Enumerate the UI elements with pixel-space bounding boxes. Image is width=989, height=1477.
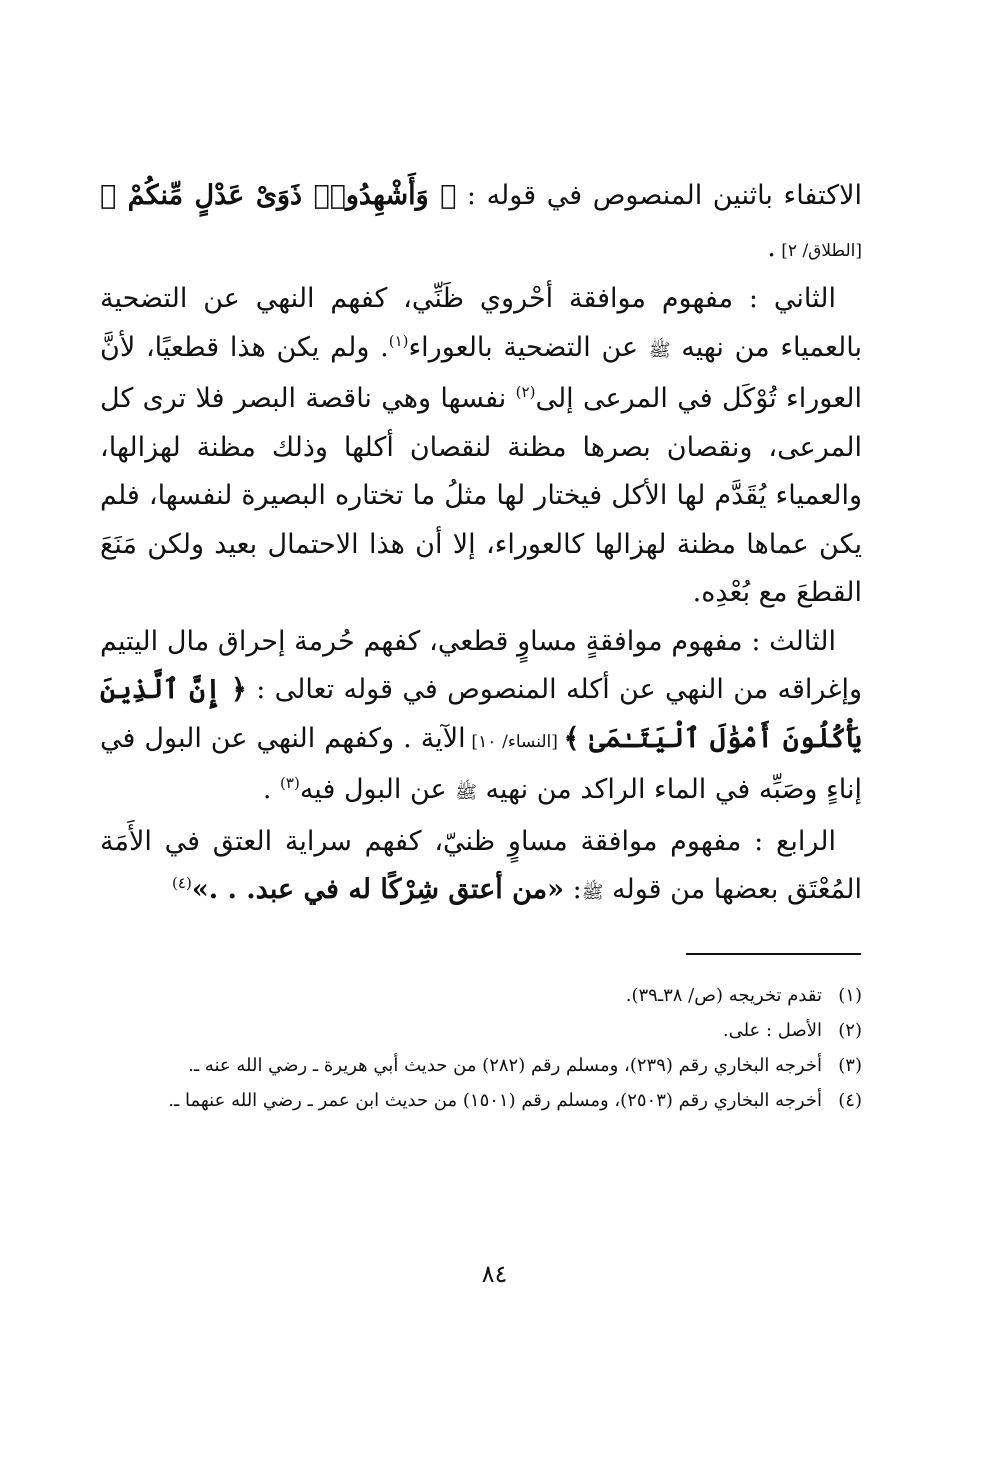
verse-reference: [النساء/ ١٠] — [465, 731, 564, 752]
honorific-glyph: ﷺ — [648, 339, 671, 361]
paragraph-text: الثاني : مفهوم موافقة أحْروي ظَنِّي، كفهم النهي عن التضحية بالعمياء من نهيه — [100, 283, 863, 363]
paragraph-text: . — [262, 774, 281, 805]
paragraph-text: الآية . وكفهم النهي عن البول في إناءٍ وصَبِّه في الماء الراكد من نهيه — [100, 722, 862, 805]
footnote-text: الأصل : على. — [722, 1020, 822, 1041]
paragraph-text: . ولم يكن هذا قطعيًا، لأنَّ العوراء تُوْكَل في المرعى إلى — [100, 331, 862, 414]
paragraph-intro-continuation — [100, 172, 862, 275]
paragraph-third — [100, 618, 862, 818]
footnote-text: أخرجه البخاري رقم (٢٣٩)، ومسلم رقم (٢٨٢) من حديث أبي هريرة ـ رضي الله عنه ـ. — [188, 1055, 822, 1076]
footnote-item — [100, 1015, 862, 1047]
footnote-number: (٣) — [838, 1055, 862, 1076]
paragraph-text: . — [767, 231, 776, 263]
footnote-item — [100, 980, 862, 1012]
paragraph-text: الاكتفاء باثنين المنصوص في قوله : — [456, 180, 862, 211]
paragraph-text: : — [564, 874, 582, 905]
quran-verse: ﴿ إِنَّ ٱلَّذِينَ يَأْكُلُونَ أَمْوَٰلَ ٱلْيَتَـٰمَىٰ ﴾ — [100, 674, 862, 754]
footnote-item — [100, 1085, 862, 1117]
footnote-marker-3[interactable]: (٣) — [280, 774, 300, 792]
quran-verse: ﴿ وَأَشْهِدُوا۟ ذَوَىْ عَدْلٍ مِّنكُمْ ﴾ — [100, 180, 457, 211]
footnotes — [100, 980, 862, 1120]
page-number: ٨٤ — [481, 1260, 508, 1288]
footnote-number: (١) — [838, 985, 862, 1006]
paragraph-text: عن البول فيه — [299, 774, 456, 805]
paragraph-second — [100, 275, 862, 618]
verse-reference: [الطلاق/ ٢] — [775, 240, 862, 261]
footnote-marker-4[interactable]: (٤) — [172, 874, 192, 892]
main-text — [100, 172, 862, 918]
paragraph-text: نفسها وهي ناقصة البصر فلا ترى كل المرعى، ونقصان بصرها مظنة لنقصان أكلها وذلك مظنة لهزالها، والعمياء يُقَدَّم لها الأكل فيختار لها مثلُ ما تختاره البصيرة لنفسها، فلم يكن عماها مظنة لهزالها كالعوراء، إلا أن هذا الاحتمال بعيد ولكن مَنَعَ القطعَ مع بُعْدِه. — [100, 383, 862, 608]
footnote-number: (٢) — [838, 1020, 862, 1041]
footnote-separator — [686, 953, 861, 955]
honorific-glyph: ﷺ — [581, 882, 604, 903]
paragraph-text: الثالث : مفهوم موافقةٍ مساوٍ قطعي، كفهم حُرمة إحراق مال اليتيم وإغراقه من النهي عن أكله المنصوص في قوله تعالى : — [100, 625, 862, 705]
footnote-text: أخرجه البخاري رقم (٢٥٠٣)، ومسلم رقم (١٥٠١) من حديث ابن عمر ـ رضي الله عنهما ـ. — [168, 1090, 822, 1111]
paragraph-fourth — [100, 818, 862, 918]
footnote-number: (٤) — [838, 1090, 862, 1111]
paragraph-text: الرابع : مفهوم موافقة مساوٍ ظنيّ، كفهم سراية العتق في الأَمَة المُعْتَق بعضها من قوله — [100, 825, 862, 905]
footnote-text: تقدم تخريجه (ص/ ٣٨ـ٣٩). — [625, 985, 822, 1006]
footnote-item — [100, 1050, 862, 1082]
footnote-marker-2[interactable]: (٢) — [515, 383, 536, 401]
paragraph-text: عن التضحية بالعوراء — [408, 331, 649, 363]
hadith-quote: «من أعتق شِرْكًا له في عبد. . .» — [191, 874, 564, 905]
honorific-glyph: ﷺ — [455, 782, 477, 803]
footnote-marker-1[interactable]: (١) — [388, 331, 409, 350]
